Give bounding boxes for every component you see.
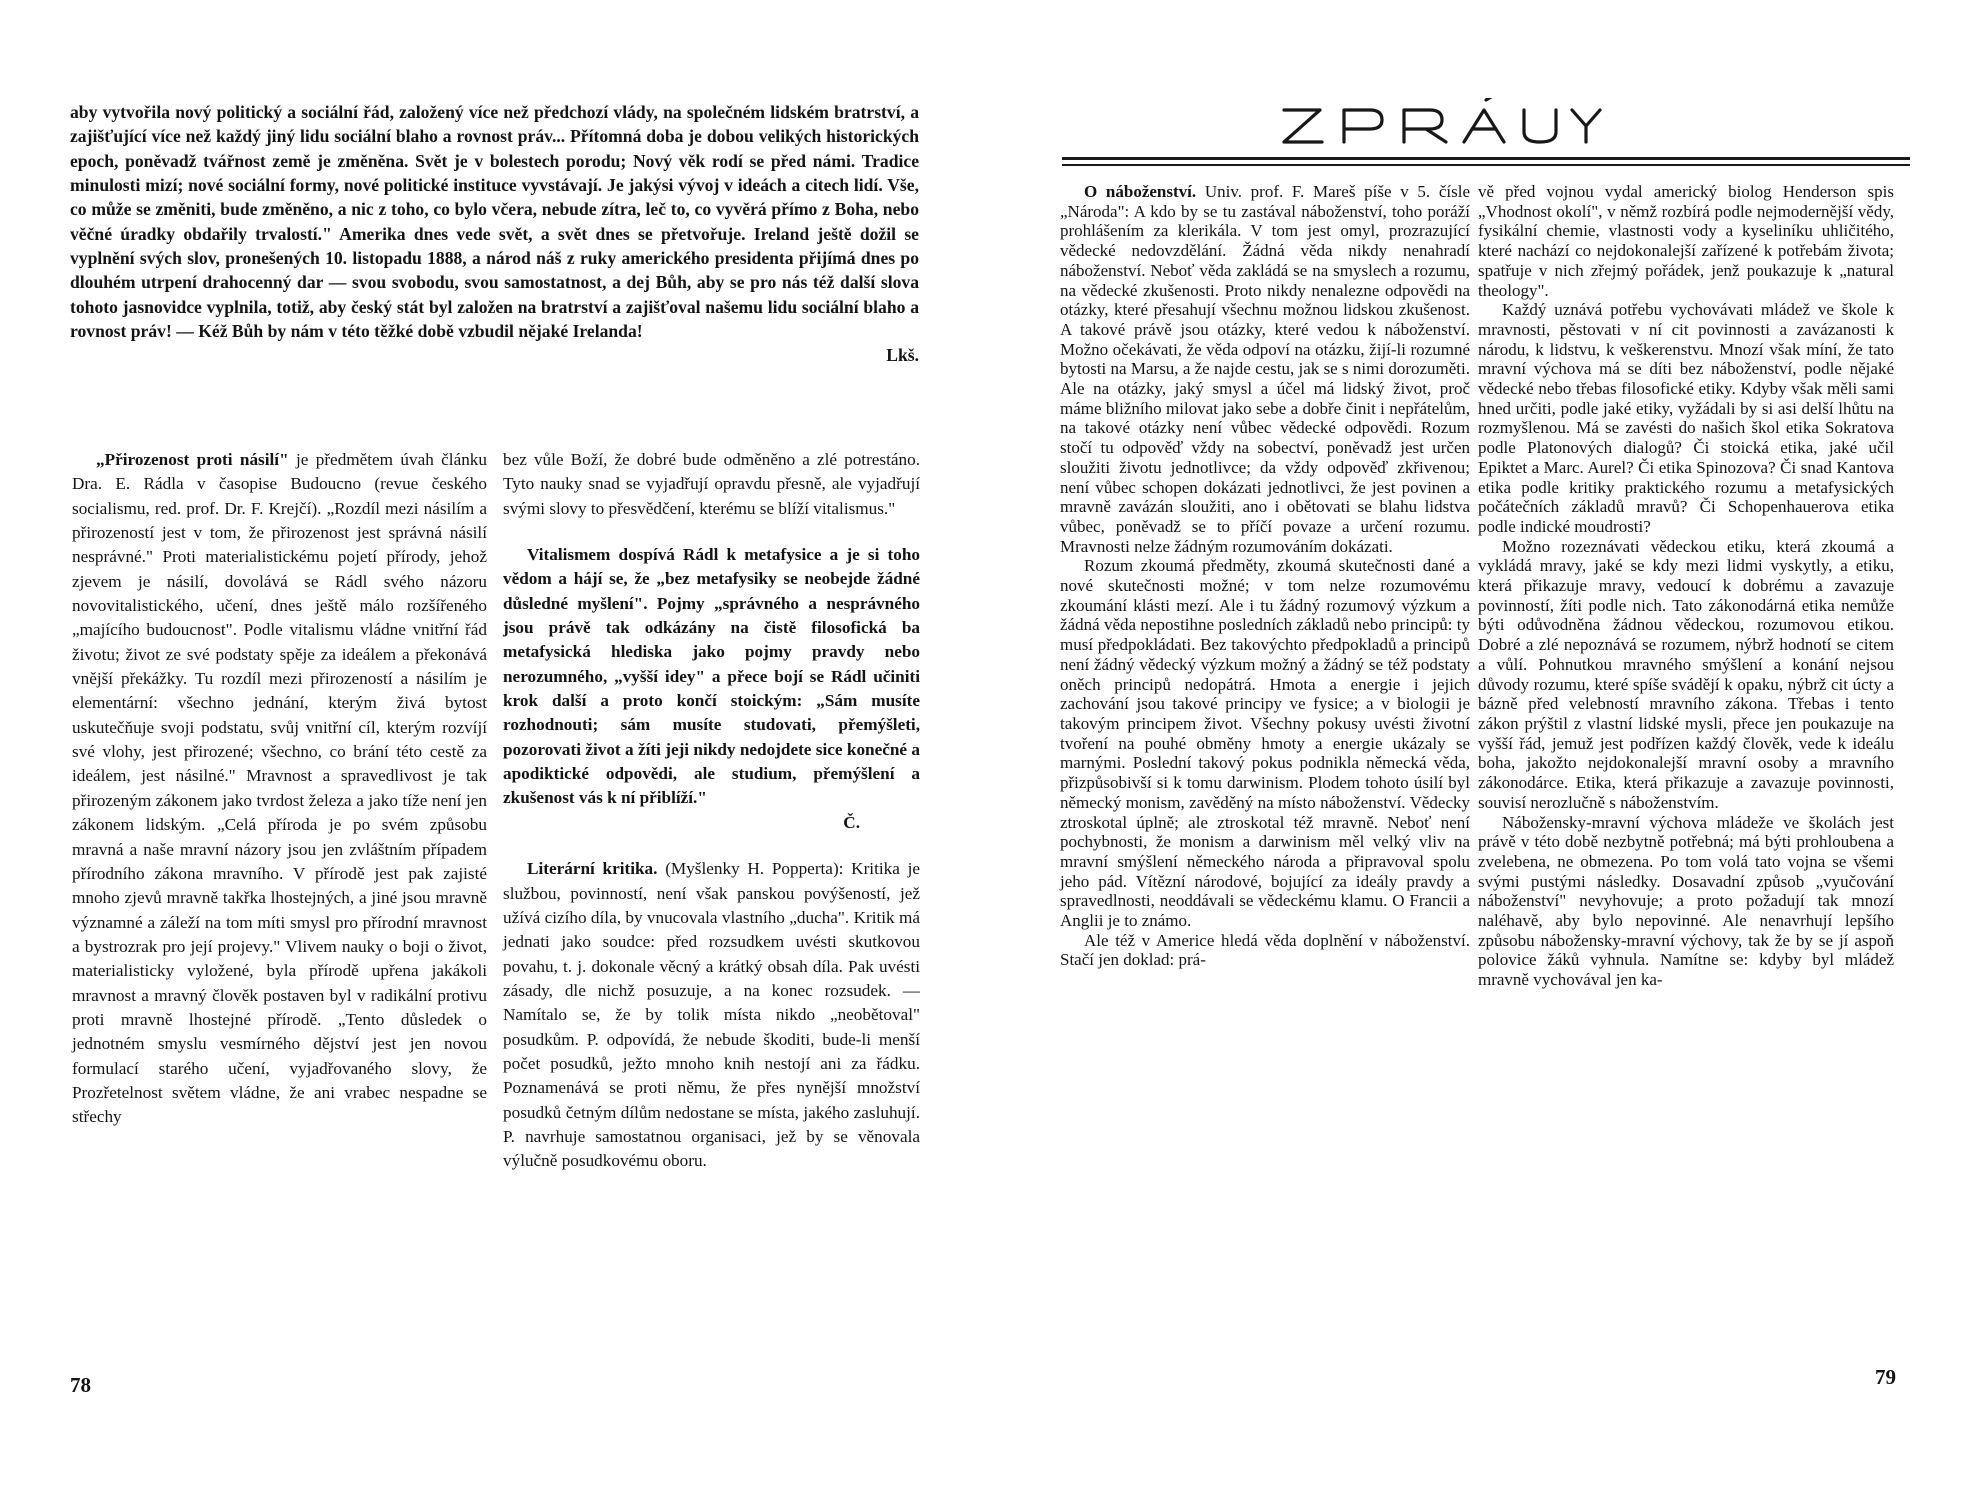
left-column-1 [72,448,487,1130]
title-rule-bottom [1062,164,1910,166]
article-prirozenost-heading: „Přirozenost proti násilí" [96,450,289,469]
article-nabozenstvi-heading: O náboženství. [1084,182,1197,201]
article-prirozenost [72,448,487,1130]
section-title-zpravy [1276,98,1602,148]
article-literarni-kritika-text: (Myšlenky H. Popperta): Kritika je službou, povinností, není však panskou povýšeností, jež užívá cizího díla, by vnucovala vlastního „ducha". Kritik má jednati jako soudce: před rozsudkem uvésti skutkovou povahu, t. j. dokonale věcný a krátký obsah díla. Pak uvésti zásady, dle nichž posuzuje, a na konec rozsudek. — Namítalo se, že by tolik místa nikdo „neobětoval" posudkům. P. odpovídá, že nebude škoditi, bude-li menší počet posudků, ježto mnoho knih nestojí ani za řádku. Poznamenává se proti němu, že přes nynější množství posudků četným dílům nedostane se místa, jakého zasluhují. P. navrhuje samostatnou organisaci, jež by se věnovala výlučně posudkovému oboru. [503,859,921,1171]
article-prirozenost-text: je předmětem úvah článku Dra. E. Rádla v časopise Budoucno (revue českého socialismu, red. prof. Dr. F. Krejčí). „Rozdíl mezi násilím a přirozeností jest v tom, že přirozenost jest správná násilí nesprávné." Proti materialistickému pojetí přírody, jehož zjevem je násilí, dovolává se Rádl svého názoru novovitalistického, učení, dnes ještě málo rozšířeného „majícího budoucnost". Podle vitalismu vládne vnitřní řád životu; život ze své podstaty spěje za ideálem a překonává vnější překážky. Tu rozdíl mezi přirozeností a násilím je elementární: všechno jednání, kterým živá bytost uskutečňuje svoji podstatu, svůj vnitřní cíl, kterým rozvíjí své vlohy, jest přirozené; všechno, co brání této cestě za ideálem, jest násilné." Mravnost a spravedlivost je tak přirozeným zákonem jako tvrdost železa a jako tíže není jen zákonem lidským. „Celá příroda je po svém způsobu mravná a naše mravní názory jsou jen zvláštním případem přírodního zákona mravního. V přírodě jest pak zajisté mnoho zjevů mravně takřka lhostejných, a jiné jsou mravně významné a záleží na tom míti smysl pro přírodní mravnost a bystrozrak pro její projevy." Vlivem nauky o boji o život, materialisticky vyložené, byla přírodě upřena jakákoli mravnost a mravný člověk postaven byl v radikální protivu proti mravně lhostejné přírodě. „Tento důsledek o jednotném smyslu vesmírného dějství jest jen novou formulací starého učení, vyjadřovaného slovy, že Prozřetelnost světem vládne, že ani vrabec nespadne se střechy [72,450,487,1127]
top-article-text: aby vytvořila nový politický a sociální řád, založený více než předchozí vlády, na společném lidském bratrství, a zajišťující více než každý jiný lidu sociální blaho a rovnost práv... Přítomná doba je dobou velikých historických epoch, poněvadž tvářnost země je změněna. Svět je v bolestech porodu; Nový věk rodí se před námi. Tradice minulosti mizí; nové sociální formy, nové politické instituce vyvstávají. Je jakýsi vývoj v ideách a citech lidí. Vše, co může se změniti, bude změněno, a nic z toho, co bylo včera, nebude zítra, leč to, co vyvěrá přímo z Boha, nebo věčné úradky obdařily trvalostí." Amerika dnes vede svět, a svět dnes se přetvořuje. Ireland ještě dožil se vyplnění svých slov, pronešených 10. listopadu 1888, a národ náš z ruky amerického presidenta přijímá dnes po dlouhém utrpení drahocenný dar — svou svobodu, svou samostatnost, a dej Bůh, aby se pro nás též další slova tohoto jasnovidce vyplnila, totiž, aby český stát byl založen na bratrství a zajišťoval našemu lidu sociální blaho a rovnost práv! — Kéž Bůh by nám v této těžké době vzbudil nějaké Irelanda! [70,102,919,342]
page-number-left: 78 [70,1373,91,1397]
right-column-1 [1060,182,1470,970]
left-column-2 [503,448,920,1174]
article-vitalismus: Vitalismem dospívá Rádl k metafysice a je si toho vědom a hájí se, že „bez metafysiky se neobejde žádné důsledné myšlení". Pojmy „správného a nesprávného jsou právě tak odkázány na čistě filosofická ba metafysická hlediska jako pojmy pravdy nebo nerozumného, „vyšší idey" a přece bojí se Rádl učiniti krok další a proto končí stoickým: „Sám musíte rozhodnouti; sám musíte studovati, přemýšleti, pozorovati život a žíti jeji nikdy nedojdete sice konečné a apodiktické odpovědi, ale studium, přemýšlení a zkušenost vás k ní přiblíží." [503,545,920,808]
page-number-right: 79 [1875,1365,1896,1389]
article-nabozenstvi-p6: Možno rozeznávati vědeckou etiku, která zkoumá a vykládá mravy, jaké se kdy mezi lidmi vyskytly, a etiku, která přikazuje mravy, vedoucí k dobrému a zavazuje povinností, žíti podle nich. Tato zákonodárná etika nemůže býti odůvodněna žádnou vědeckou, rozumovou etikou. Dobré a zlé nepoznává se rozumem, nýbrž hodnotí se citem a vůlí. Pohnutkou mravného smýšlení a konání nejsou důvody rozumu, které spíše svádějí k opaku, nýbrž cit úcty a bázně před velebností mravního zákona. Třebas i tento zákon prýštil z vlastní lidské mysli, přece jen poukazuje na vyšší řád, jemuž jest podřízen každý člověk, vede k ideálu boha, jakožto nejdokonalejší mravní osoby a mravního zákonodárce. Etika, která přikazuje a zavazuje povinnosti, souvisí nerozlučně s náboženstvím. [1478,536,1894,812]
top-article-signature: Lkš. [886,345,919,366]
article-nabozenstvi-p3: Ale též v Americe hledá věda doplnění v náboženství. Stačí jen doklad: prá- [1060,930,1470,970]
article-nabozenstvi-p7: Nábožensky-mravní výchova mládeže ve školách jest právě v této době nezbytně potřebná; má býti prohloubena a zvelebena, ne obmezena. Po tom volá tato vojna se všemi svými pustými následky. Dosavadní způsob „vyučování náboženství" nevyhovuje; a proto požadují tak mnozí naléhavě, aby bylo nepovinné. Ale nenavrhují lepšího způsobu nábožensky-mravní výchovy, tak že by se jí aspoň polovice žáků vyhnula. Namítne se: kdyby byl mládež mravně vychovával jen ka- [1478,812,1894,990]
article-nabozenstvi [1060,182,1470,556]
article-nabozenstvi-p2: Rozum zkoumá předměty, zkoumá skutečnosti dané a nové skutečnosti možné; v tom nelze rozumovému zkoumání klásti mezí. Ale i tu žádný rozumový výzkum a žádná věda nepostihne posledních základů nebo principů: ty musí předpokládati. Bez takovýchto předpokladů a principů není žádný vědecký výzkum možný a žádný se též podstaty oněch principů nedopátrá. Hmota a energie i jejich zachování jsou takové principy ve fysice; a v biologii je takovým principem život. Všechny pokusy uvésti životní tvoření na pouhé obměny hmoty a energie ukázaly se marnými. Poslední takový pokus podnikla německá věda, přizpůsobivší si k tomu darwinism. Plodem tohoto úsilí byl německý monism, zavěděný na místo náboženství. Vědecky ztroskotal úplně; ale ztroskotal též mravně. Neboť není pochybnosti, že monism a darwinism měl velký vliv na mravní smýšlení německého národa a připravoval spolu jeho pád. Vítězní národové, bojující za ideály pravdy a spravedlnosti, neoddávali se vědeckému klamu. O Francii a Anglii je to známo. [1060,556,1470,931]
title-rule-top [1062,157,1910,160]
right-column-2 [1478,182,1894,990]
article-nabozenstvi-p5: Každý uznává potřebu vychovávati mládež ve škole k mravnosti, pěstovati v ní cit povinnosti a zavázanosti k národu, k lidstvu, k veškerenstvu. Mnozí však míní, že tato mravní výchova má se díti bez náboženství, podle nějaké vědecké nebo třebas filosofické etiky. Kdyby však měli sami hned určiti, podle jaké etiky, vyžádali by si asi delší lhůtu na rozmyšlenou. Má se zavésti do našich škol etika Sokratova podle Platonových dialogů? Či stoická etika, jaké učil Epiktet a Marc. Aurel? Či etika Spinozova? Či snad Kantova etika podle kritiky praktického rozumu a metafysických počátečních základů mravů? Či Schopenhauerova etika podle indické moudrosti? [1478,300,1894,536]
article-prirozenost-end: bez vůle Boží, že dobré bude odměněno a zlé potrestáno. Tyto nauky snad se vyjadřují opravdu přesně, ale vyjadřují svými slovy to přesvědčení, kterému se blíží vitalismus." [503,450,920,518]
article-nabozenstvi-p1: Univ. prof. F. Mareš píše v 5. čísle „Národa": A kdo by se tu zastával náboženství, toho poráží prohlášením za klerikála. V tom jest omyl, prozrazující vědecké nedovzdělání. Žádná věda nikdy nenahradí náboženství. Neboť věda zakládá se na smyslech a rozumu, na vědecké zkušenosti. Proto nikdy nenalezne odpovědi na otázky, které přesahují všechnu možnou lidskou zkušenost. A takové právě jsou otázky, které vedou k náboženství. Možno očekávati, že věda odpoví na otázku, žijí-li rozumné bytosti na Marsu, a že najde cestu, jak se s nimi dorozuměti. Ale na otázky, jaký smysl a účel má lidský život, proč máme bližního milovat jako sebe a dobře činit i nepřátelům, na takové otázky není vůbec vědecké odpovědi. Rozum stočí tu odpověď vždy na sobectví, poněvadž jest určen sloužiti životu jednotlivce; da vždy odpověď zkřivenou; není vůbec schopen dokázati jednotlivci, že jest povinen a mravně zavázán sloužiti, ano i obětovati se blahu lidstva vůbec, poněvadž se to příčí povaze a určení rozumu. Mravnosti nelze žádným rozumováním dokázati. [1060,182,1470,556]
article-literarni-kritika-heading: Literární kritika. [527,859,658,879]
article-nabozenstvi-p4: vě před vojnou vydal americký biolog Henderson spis „Vhodnost okolí", v němž rozbírá podle nejmodernější vědy, fysikální chemie, vlastnosti vody a kyseliníku uhličitého, které nachází co nejdokonalejší zařízené k potřebám života; spatřuje v nich zřejmý pořádek, jenž poukazuje k „natural theology". [1478,182,1894,300]
top-article-continuation [70,100,919,368]
article-vitalismus-signature: Č. [843,812,860,832]
article-literarni-kritika [503,857,920,1173]
